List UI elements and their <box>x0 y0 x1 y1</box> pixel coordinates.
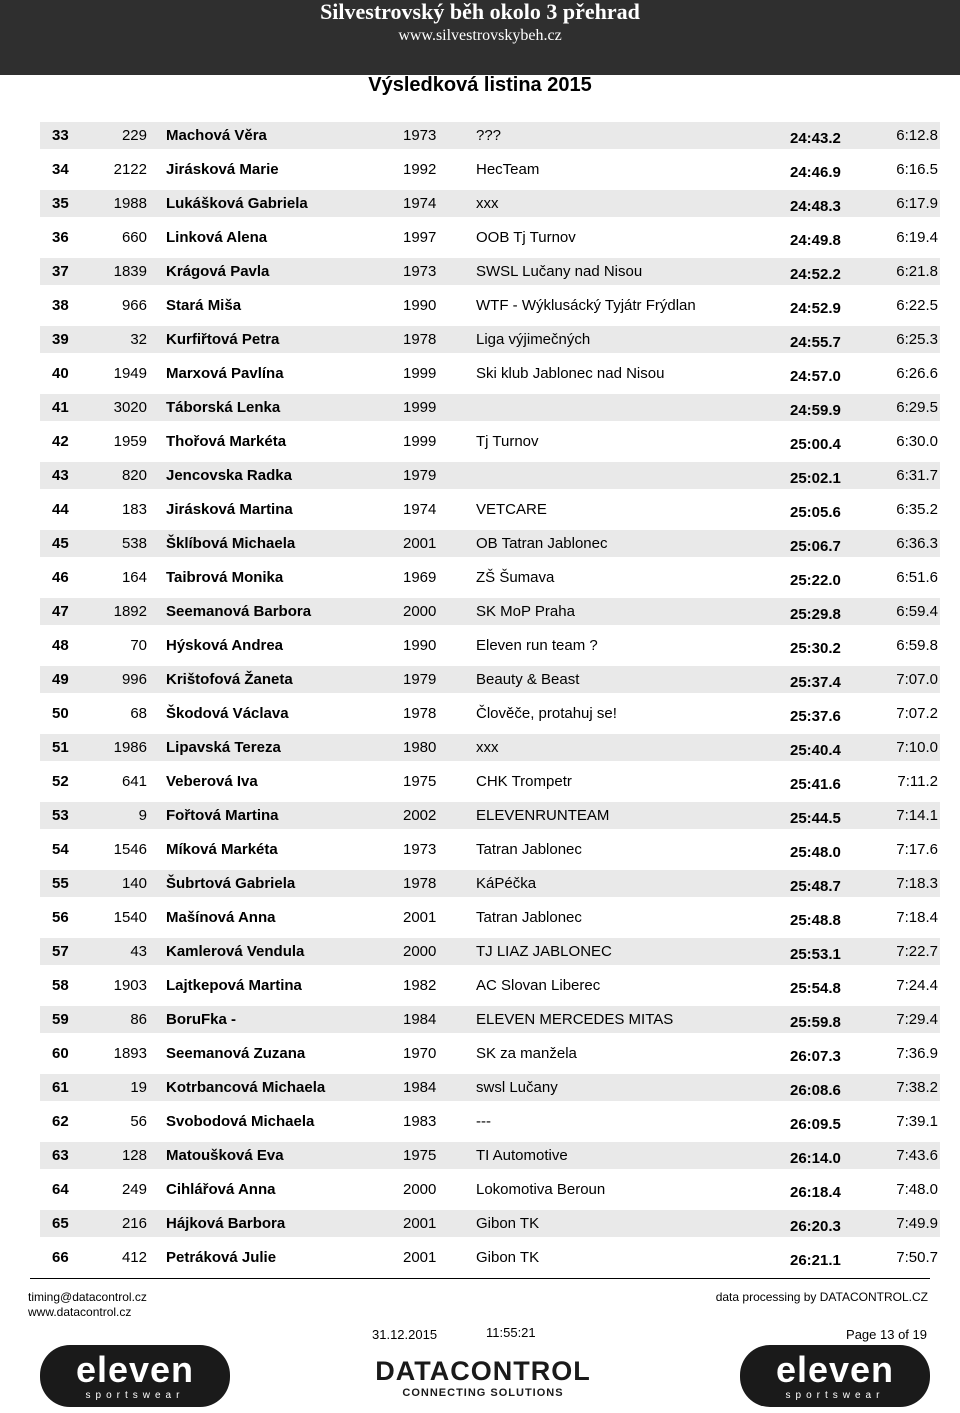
cell-bib: 1959 <box>113 433 147 450</box>
cell-club: CHK Trompetr <box>476 773 572 790</box>
cell-pace: 7:10.0 <box>896 739 938 756</box>
cell-year: 1973 <box>403 841 437 858</box>
cell-pace: 7:17.6 <box>896 841 938 858</box>
table-row <box>0 832 960 866</box>
cell-name: Petráková Julie <box>166 1249 277 1266</box>
results-table <box>0 118 960 1274</box>
cell-name: Krištofová Žaneta <box>166 671 293 688</box>
cell-rank: 44 <box>52 501 69 518</box>
cell-pace: 6:59.4 <box>896 603 938 620</box>
cell-rank: 54 <box>52 841 69 858</box>
table-row <box>0 254 960 288</box>
cell-time: 25:44.5 <box>790 810 841 827</box>
footer-date: 31.12.2015 <box>372 1327 438 1342</box>
cell-pace: 6:26.6 <box>896 365 938 382</box>
cell-time: 24:57.0 <box>790 368 841 385</box>
cell-bib: 229 <box>121 127 147 144</box>
cell-time: 24:55.7 <box>790 334 841 351</box>
cell-bib: 140 <box>121 875 147 892</box>
cell-rank: 61 <box>52 1079 69 1096</box>
cell-club: swsl Lučany <box>476 1079 558 1096</box>
cell-rank: 38 <box>52 297 69 314</box>
table-row <box>0 1002 960 1036</box>
cell-year: 1984 <box>403 1079 437 1096</box>
cell-pace: 7:43.6 <box>896 1147 938 1164</box>
table-row <box>0 1206 960 1240</box>
cell-rank: 56 <box>52 909 69 926</box>
cell-year: 1975 <box>403 773 437 790</box>
cell-time: 26:18.4 <box>790 1184 841 1201</box>
cell-rank: 58 <box>52 977 69 994</box>
cell-year: 1984 <box>403 1011 437 1028</box>
cell-year: 2001 <box>403 535 437 552</box>
table-row <box>0 1138 960 1172</box>
cell-rank: 48 <box>52 637 69 654</box>
cell-club: Liga výjimečných <box>476 331 591 348</box>
datacontrol-logo <box>352 1356 614 1400</box>
footer-processing: data processing by DATACONTROL.CZ <box>715 1290 928 1304</box>
cell-year: 1997 <box>403 229 437 246</box>
cell-bib: 19 <box>130 1079 147 1096</box>
cell-pace: 6:21.8 <box>896 263 938 280</box>
cell-name: Kamlerová Vendula <box>166 943 305 960</box>
cell-time: 25:48.7 <box>790 878 841 895</box>
cell-name: Jencovska Radka <box>166 467 292 484</box>
cell-bib: 1949 <box>113 365 147 382</box>
cell-time: 25:02.1 <box>790 470 841 487</box>
cell-bib: 1903 <box>113 977 147 994</box>
cell-pace: 6:51.6 <box>896 569 938 586</box>
cell-club: Gibon TK <box>476 1215 540 1232</box>
cell-bib: 538 <box>121 535 147 552</box>
cell-bib: 1540 <box>113 909 147 926</box>
cell-bib: 68 <box>130 705 147 722</box>
cell-name: Lipavská Tereza <box>166 739 281 756</box>
cell-pace: 7:48.0 <box>896 1181 938 1198</box>
table-row <box>0 628 960 662</box>
cell-rank: 50 <box>52 705 69 722</box>
cell-rank: 53 <box>52 807 69 824</box>
footer-divider <box>30 1278 930 1279</box>
cell-pace: 6:19.4 <box>896 229 938 246</box>
cell-pace: 6:36.3 <box>896 535 938 552</box>
cell-bib: 996 <box>121 671 147 688</box>
cell-club: AC Slovan Liberec <box>476 977 601 994</box>
cell-rank: 65 <box>52 1215 69 1232</box>
cell-pace: 7:07.0 <box>896 671 938 688</box>
cell-time: 25:54.8 <box>790 980 841 997</box>
cell-club: OOB Tj Turnov <box>476 229 576 246</box>
cell-pace: 7:18.3 <box>896 875 938 892</box>
cell-bib: 32 <box>130 331 147 348</box>
cell-year: 2001 <box>403 1249 437 1266</box>
event-url[interactable]: www.silvestrovskybeh.cz <box>398 27 562 44</box>
table-row <box>0 424 960 458</box>
cell-rank: 35 <box>52 195 69 212</box>
cell-name: Seemanová Barbora <box>166 603 312 620</box>
cell-time: 25:30.2 <box>790 640 841 657</box>
cell-pace: 6:35.2 <box>896 501 938 518</box>
cell-name: Seemanová Zuzana <box>166 1045 306 1062</box>
cell-time: 25:00.4 <box>790 436 841 453</box>
cell-name: Jirásková Marie <box>166 161 279 178</box>
cell-bib: 3020 <box>113 399 147 416</box>
cell-name: Hájková Barbora <box>166 1215 286 1232</box>
cell-club: SWSL Lučany nad Nisou <box>476 263 643 280</box>
cell-name: Stará Miša <box>166 297 242 314</box>
cell-time: 25:29.8 <box>790 606 841 623</box>
cell-bib: 56 <box>130 1113 147 1130</box>
cell-club: HecTeam <box>476 161 540 178</box>
cell-bib: 2122 <box>113 161 147 178</box>
cell-year: 1980 <box>403 739 437 756</box>
cell-rank: 52 <box>52 773 69 790</box>
cell-year: 2001 <box>403 1215 437 1232</box>
cell-name: Šubrtová Gabriela <box>166 875 296 892</box>
cell-rank: 40 <box>52 365 69 382</box>
cell-rank: 37 <box>52 263 69 280</box>
cell-year: 2002 <box>403 807 437 824</box>
table-row <box>0 968 960 1002</box>
table-row <box>0 594 960 628</box>
cell-club: TJ LIAZ JABLONEC <box>476 943 612 960</box>
cell-club: WTF - Wýklusácký Tyjátr Frýdlan <box>476 297 696 314</box>
cell-name: Marxová Pavlína <box>166 365 284 382</box>
cell-time: 25:48.0 <box>790 844 841 861</box>
cell-name: Svobodová Michaela <box>166 1113 315 1130</box>
cell-time: 24:46.9 <box>790 164 841 181</box>
table-row <box>0 730 960 764</box>
cell-rank: 49 <box>52 671 69 688</box>
cell-club: ELEVENRUNTEAM <box>476 807 610 824</box>
cell-time: 26:08.6 <box>790 1082 841 1099</box>
cell-club: xxx <box>476 739 499 756</box>
cell-pace: 7:50.7 <box>896 1249 938 1266</box>
cell-time: 26:21.1 <box>790 1252 841 1269</box>
cell-time: 25:06.7 <box>790 538 841 555</box>
cell-year: 1978 <box>403 331 437 348</box>
cell-pace: 7:14.1 <box>896 807 938 824</box>
cell-year: 1990 <box>403 637 437 654</box>
cell-time: 24:59.9 <box>790 402 841 419</box>
cell-time: 24:49.8 <box>790 232 841 249</box>
cell-rank: 64 <box>52 1181 69 1198</box>
cell-pace: 7:11.2 <box>897 773 938 790</box>
eleven-logo-right <box>740 1345 930 1407</box>
cell-name: Fořtová Martina <box>166 807 279 824</box>
cell-time: 25:37.6 <box>790 708 841 725</box>
cell-year: 1983 <box>403 1113 437 1130</box>
cell-year: 1982 <box>403 977 437 994</box>
table-row <box>0 220 960 254</box>
cell-year: 1979 <box>403 671 437 688</box>
cell-year: 1999 <box>403 433 437 450</box>
page-header <box>0 0 960 75</box>
cell-pace: 7:24.4 <box>896 977 938 994</box>
cell-club: xxx <box>476 195 499 212</box>
footer-page-number: Page 13 of 19 <box>846 1327 927 1342</box>
cell-club: Lokomotiva Beroun <box>476 1181 606 1198</box>
cell-pace: 6:16.5 <box>896 161 938 178</box>
table-row <box>0 152 960 186</box>
cell-name: Táborská Lenka <box>166 399 281 416</box>
table-row <box>0 492 960 526</box>
cell-club: Tatran Jablonec <box>476 841 582 858</box>
table-row <box>0 322 960 356</box>
cell-bib: 1893 <box>113 1045 147 1062</box>
footer-email[interactable]: timing@datacontrol.cz <box>28 1290 147 1304</box>
cell-club: Tatran Jablonec <box>476 909 582 926</box>
cell-year: 1973 <box>403 263 437 280</box>
cell-rank: 55 <box>52 875 69 892</box>
eleven-logo-word: eleven <box>75 1349 195 1390</box>
cell-year: 1999 <box>403 399 437 416</box>
cell-name: Mašínová Anna <box>166 909 276 926</box>
cell-rank: 34 <box>52 161 69 178</box>
cell-bib: 9 <box>138 807 147 824</box>
eleven-logo-left <box>40 1345 230 1407</box>
cell-name: Linková Alena <box>166 229 268 246</box>
cell-club: Beauty & Beast <box>476 671 580 688</box>
eleven-logo-sub: sportswear <box>785 1390 885 1401</box>
cell-pace: 6:29.5 <box>896 399 938 416</box>
cell-bib: 1546 <box>113 841 147 858</box>
cell-time: 25:53.1 <box>790 946 841 963</box>
table-row <box>0 1240 960 1274</box>
table-row <box>0 356 960 390</box>
footer-time: 11:55:21 <box>486 1325 536 1340</box>
cell-year: 1969 <box>403 569 437 586</box>
cell-name: Kotrbancová Michaela <box>166 1079 326 1096</box>
cell-club: ??? <box>476 127 502 144</box>
cell-bib: 86 <box>130 1011 147 1028</box>
cell-time: 25:41.6 <box>790 776 841 793</box>
cell-bib: 128 <box>121 1147 147 1164</box>
table-row <box>0 526 960 560</box>
cell-pace: 7:38.2 <box>896 1079 938 1096</box>
cell-rank: 33 <box>52 127 69 144</box>
cell-pace: 6:31.7 <box>896 467 938 484</box>
cell-name: Hýsková Andrea <box>166 637 283 654</box>
cell-club: TI Automotive <box>476 1147 568 1164</box>
cell-time: 24:43.2 <box>790 130 841 147</box>
cell-club: ZŠ Šumava <box>476 569 555 586</box>
document-title: Výsledková listina 2015 <box>368 74 592 96</box>
cell-club: KáPéčka <box>476 875 537 892</box>
cell-pace: 7:18.4 <box>896 909 938 926</box>
cell-bib: 660 <box>121 229 147 246</box>
cell-year: 1974 <box>403 195 437 212</box>
cell-time: 26:09.5 <box>790 1116 841 1133</box>
cell-rank: 66 <box>52 1249 69 1266</box>
cell-time: 26:14.0 <box>790 1150 841 1167</box>
cell-year: 1990 <box>403 297 437 314</box>
cell-rank: 43 <box>52 467 69 484</box>
datacontrol-logo-sub: CONNECTING SOLUTIONS <box>402 1387 564 1399</box>
cell-club: Gibon TK <box>476 1249 540 1266</box>
cell-time: 25:05.6 <box>790 504 841 521</box>
cell-pace: 6:22.5 <box>896 297 938 314</box>
cell-name: Míková Markéta <box>166 841 278 858</box>
cell-name: Taibrová Monika <box>166 569 284 586</box>
cell-time: 26:07.3 <box>790 1048 841 1065</box>
table-row <box>0 118 960 152</box>
cell-name: Thořová Markéta <box>166 433 287 450</box>
table-row <box>0 390 960 424</box>
cell-club: Ski klub Jablonec nad Nisou <box>476 365 665 382</box>
cell-bib: 216 <box>121 1215 147 1232</box>
cell-bib: 412 <box>121 1249 147 1266</box>
cell-bib: 164 <box>121 569 147 586</box>
table-row <box>0 866 960 900</box>
cell-pace: 7:07.2 <box>896 705 938 722</box>
cell-bib: 1988 <box>113 195 147 212</box>
cell-pace: 7:29.4 <box>896 1011 938 1028</box>
cell-time: 25:37.4 <box>790 674 841 691</box>
cell-pace: 7:36.9 <box>896 1045 938 1062</box>
cell-rank: 60 <box>52 1045 69 1062</box>
cell-name: BoruFka - <box>166 1011 237 1028</box>
cell-year: 1973 <box>403 127 437 144</box>
cell-club: OB Tatran Jablonec <box>476 535 608 552</box>
cell-bib: 43 <box>130 943 147 960</box>
cell-bib: 641 <box>121 773 147 790</box>
cell-name: Škodová Václava <box>166 705 289 722</box>
cell-time: 25:59.8 <box>790 1014 841 1031</box>
cell-bib: 1892 <box>113 603 147 620</box>
cell-year: 1992 <box>403 161 437 178</box>
cell-name: Lajtkepová Martina <box>166 977 302 994</box>
cell-year: 1978 <box>403 705 437 722</box>
cell-rank: 45 <box>52 535 69 552</box>
footer-website[interactable]: www.datacontrol.cz <box>28 1305 132 1319</box>
cell-club: SK MoP Praha <box>476 603 575 620</box>
cell-year: 1999 <box>403 365 437 382</box>
eleven-logo-sub: sportswear <box>85 1390 185 1401</box>
cell-name: Jirásková Martina <box>166 501 293 518</box>
table-row <box>0 696 960 730</box>
cell-time: 25:48.8 <box>790 912 841 929</box>
cell-club: --- <box>476 1113 491 1130</box>
table-row <box>0 458 960 492</box>
cell-club: Eleven run team ? <box>476 637 598 654</box>
cell-name: Machová Věra <box>166 127 267 144</box>
cell-name: Šklíbová Michaela <box>166 535 296 552</box>
cell-bib: 183 <box>121 501 147 518</box>
cell-club: ELEVEN MERCEDES MITAS <box>476 1011 674 1028</box>
cell-time: 24:52.9 <box>790 300 841 317</box>
cell-rank: 42 <box>52 433 69 450</box>
cell-bib: 1839 <box>113 263 147 280</box>
cell-rank: 47 <box>52 603 69 620</box>
eleven-logo-word: eleven <box>775 1349 895 1390</box>
table-row <box>0 764 960 798</box>
cell-rank: 62 <box>52 1113 69 1130</box>
cell-year: 2000 <box>403 943 437 960</box>
cell-time: 25:40.4 <box>790 742 841 759</box>
cell-rank: 63 <box>52 1147 69 1164</box>
cell-bib: 249 <box>121 1181 147 1198</box>
cell-year: 1979 <box>403 467 437 484</box>
cell-year: 1975 <box>403 1147 437 1164</box>
table-row <box>0 1036 960 1070</box>
cell-bib: 966 <box>121 297 147 314</box>
cell-club: Člověče, protahuj se! <box>476 705 617 722</box>
table-row <box>0 560 960 594</box>
table-row <box>0 1070 960 1104</box>
cell-name: Veberová Iva <box>166 773 258 790</box>
table-row <box>0 900 960 934</box>
cell-year: 2000 <box>403 1181 437 1198</box>
cell-pace: 6:17.9 <box>896 195 938 212</box>
cell-club: Tj Turnov <box>476 433 539 450</box>
cell-year: 2001 <box>403 909 437 926</box>
cell-year: 2000 <box>403 603 437 620</box>
cell-name: Lukášková Gabriela <box>166 195 308 212</box>
cell-pace: 6:30.0 <box>896 433 938 450</box>
cell-time: 26:20.3 <box>790 1218 841 1235</box>
table-row <box>0 288 960 322</box>
cell-pace: 7:22.7 <box>896 943 938 960</box>
cell-time: 24:48.3 <box>790 198 841 215</box>
cell-rank: 41 <box>52 399 69 416</box>
cell-pace: 6:12.8 <box>896 127 938 144</box>
cell-bib: 70 <box>130 637 147 654</box>
table-row <box>0 186 960 220</box>
cell-club: VETCARE <box>476 501 547 518</box>
table-row <box>0 798 960 832</box>
cell-time: 24:52.2 <box>790 266 841 283</box>
cell-pace: 7:49.9 <box>896 1215 938 1232</box>
table-row <box>0 1172 960 1206</box>
cell-time: 25:22.0 <box>790 572 841 589</box>
cell-rank: 59 <box>52 1011 69 1028</box>
event-title: Silvestrovský běh okolo 3 přehrad <box>320 0 640 24</box>
cell-name: Krágová Pavla <box>166 263 270 280</box>
cell-pace: 6:25.3 <box>896 331 938 348</box>
cell-year: 1970 <box>403 1045 437 1062</box>
cell-rank: 36 <box>52 229 69 246</box>
cell-pace: 6:59.8 <box>896 637 938 654</box>
cell-bib: 1986 <box>113 739 147 756</box>
cell-rank: 39 <box>52 331 69 348</box>
table-row <box>0 934 960 968</box>
cell-name: Cihlářová Anna <box>166 1181 276 1198</box>
table-row <box>0 1104 960 1138</box>
cell-bib: 820 <box>121 467 147 484</box>
cell-rank: 46 <box>52 569 69 586</box>
cell-year: 1974 <box>403 501 437 518</box>
cell-rank: 57 <box>52 943 69 960</box>
table-row <box>0 662 960 696</box>
cell-name: Kurfiřtová Petra <box>166 331 280 348</box>
cell-rank: 51 <box>52 739 69 756</box>
cell-pace: 7:39.1 <box>896 1113 938 1130</box>
cell-name: Matoušková Eva <box>166 1147 284 1164</box>
datacontrol-logo-word: DATACONTROL <box>375 1356 591 1386</box>
cell-club: SK za manžela <box>476 1045 577 1062</box>
cell-year: 1978 <box>403 875 437 892</box>
